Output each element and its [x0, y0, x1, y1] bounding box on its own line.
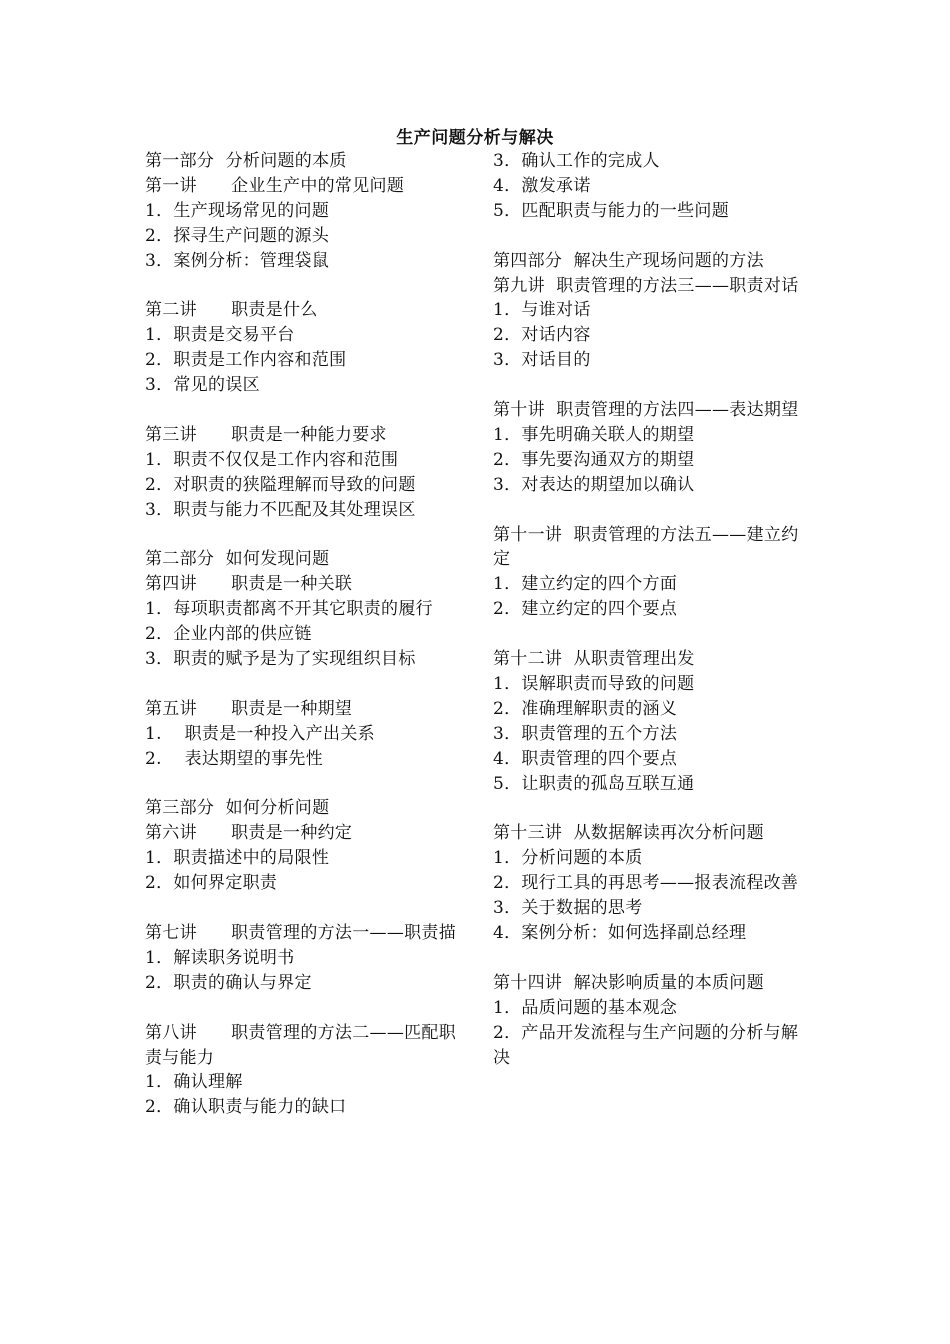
blank-line — [493, 224, 811, 249]
left-column — [145, 149, 463, 1120]
blank-line — [493, 946, 811, 971]
right-column — [493, 149, 811, 1070]
lecture-heading: 第七讲 职责管理的方法一——职责描 — [145, 923, 457, 943]
list-item: 1．误解职责而导致的问题 — [493, 673, 695, 694]
blank-line — [493, 373, 811, 398]
list-item: 4．案例分析：如何选择副总经理 — [493, 923, 747, 944]
list-item: 4．职责管理的四个要点 — [493, 748, 678, 769]
blank-line — [493, 797, 811, 822]
blank-line — [145, 274, 463, 299]
list-item: 3．职责与能力不匹配及其处理误区 — [145, 499, 416, 520]
lecture-heading: 第五讲 职责是一种期望 — [145, 698, 353, 719]
list-item: 4．激发承诺 — [493, 175, 591, 196]
lecture-heading: 第十一讲 职责管理的方法五——建立约定 — [493, 524, 799, 570]
lecture-heading: 第二讲 职责是什么 — [145, 300, 318, 321]
list-item: 2．对职责的狭隘理解而导致的问题 — [145, 474, 416, 495]
list-item: 3．确认工作的完成人 — [493, 151, 660, 171]
list-item: 3．对话目的 — [493, 350, 591, 371]
lecture-heading: 第一讲 企业生产中的常见问题 — [145, 175, 405, 196]
section-heading: 第三部分 如何分析问题 — [145, 798, 330, 819]
lecture-heading: 第八讲 职责管理的方法二——匹配职责与能力 — [145, 1022, 457, 1068]
document-title: 生产问题分析与解决 — [396, 128, 554, 148]
list-item: 1．品质问题的基本观念 — [493, 997, 678, 1018]
list-item: 1．职责不仅仅是工作内容和范围 — [145, 449, 399, 470]
list-item: 2．职责是工作内容和范围 — [145, 350, 347, 371]
list-item: 3．关于数据的思考 — [493, 898, 643, 919]
list-item: 1．生产现场常见的问题 — [145, 200, 330, 221]
lecture-heading: 第六讲 职责是一种约定 — [145, 823, 353, 844]
list-item: 3．常见的误区 — [145, 375, 260, 396]
list-item: 1．事先明确关联人的期望 — [493, 424, 695, 445]
blank-line — [145, 398, 463, 423]
list-item: 2．职责的确认与界定 — [145, 972, 312, 993]
list-item: 1. 职责是一种投入产出关系 — [145, 723, 375, 744]
lecture-heading: 第十三讲 从数据解读再次分析问题 — [493, 823, 764, 844]
list-item: 1．与谁对话 — [493, 300, 591, 321]
list-item: 1．职责是交易平台 — [145, 325, 295, 346]
section-heading: 第一部分 分析问题的本质 — [145, 151, 347, 171]
blank-line — [145, 996, 463, 1021]
blank-line — [493, 622, 811, 647]
list-item: 1．分析问题的本质 — [493, 848, 643, 869]
lecture-heading: 第十二讲 从职责管理出发 — [493, 649, 695, 670]
lecture-heading: 第十讲 职责管理的方法四——表达期望 — [493, 400, 799, 421]
lecture-heading: 第十四讲 解决影响质量的本质问题 — [493, 972, 764, 993]
list-item: 3．对表达的期望加以确认 — [493, 474, 695, 495]
list-item: 5．匹配职责与能力的一些问题 — [493, 200, 730, 221]
blank-line — [493, 498, 811, 523]
list-item: 1．解读职务说明书 — [145, 947, 295, 968]
blank-line — [145, 523, 463, 548]
list-item: 2．准确理解职责的涵义 — [493, 698, 678, 719]
list-item: 2．探寻生产问题的源头 — [145, 225, 330, 246]
list-item: 1．每项职责都离不开其它职责的履行 — [145, 599, 433, 620]
list-item: 1．确认理解 — [145, 1072, 243, 1093]
blank-line — [145, 672, 463, 697]
list-item: 5．让职责的孤岛互联互通 — [493, 773, 695, 794]
lecture-heading: 第九讲 职责管理的方法三——职责对话 — [493, 275, 799, 296]
list-item: 1．职责描述中的局限性 — [145, 848, 330, 869]
list-item: 2．企业内部的供应链 — [145, 624, 312, 645]
blank-line — [145, 896, 463, 921]
lecture-heading: 第四讲 职责是一种关联 — [145, 574, 353, 595]
section-heading: 第四部分 解决生产现场问题的方法 — [493, 250, 764, 271]
blank-line — [145, 772, 463, 797]
list-item: 3．职责的赋予是为了实现组织目标 — [145, 649, 416, 670]
lecture-heading: 第三讲 职责是一种能力要求 — [145, 424, 387, 445]
list-item: 2. 表达期望的事先性 — [145, 748, 324, 769]
list-item: 3．职责管理的五个方法 — [493, 723, 678, 744]
list-item: 2．确认职责与能力的缺口 — [145, 1097, 347, 1118]
list-item: 1．建立约定的四个方面 — [493, 574, 678, 595]
list-item: 2．对话内容 — [493, 325, 591, 346]
list-item: 3．案例分析：管理袋鼠 — [145, 250, 330, 271]
section-heading: 第二部分 如何发现问题 — [145, 549, 330, 570]
list-item: 2．如何界定职责 — [145, 873, 278, 894]
list-item: 2．事先要沟通双方的期望 — [493, 449, 695, 470]
list-item: 2．产品开发流程与生产问题的分析与解决 — [493, 1022, 799, 1068]
list-item: 2．现行工具的再思考——报表流程改善 — [493, 873, 799, 894]
list-item: 2．建立约定的四个要点 — [493, 599, 678, 620]
